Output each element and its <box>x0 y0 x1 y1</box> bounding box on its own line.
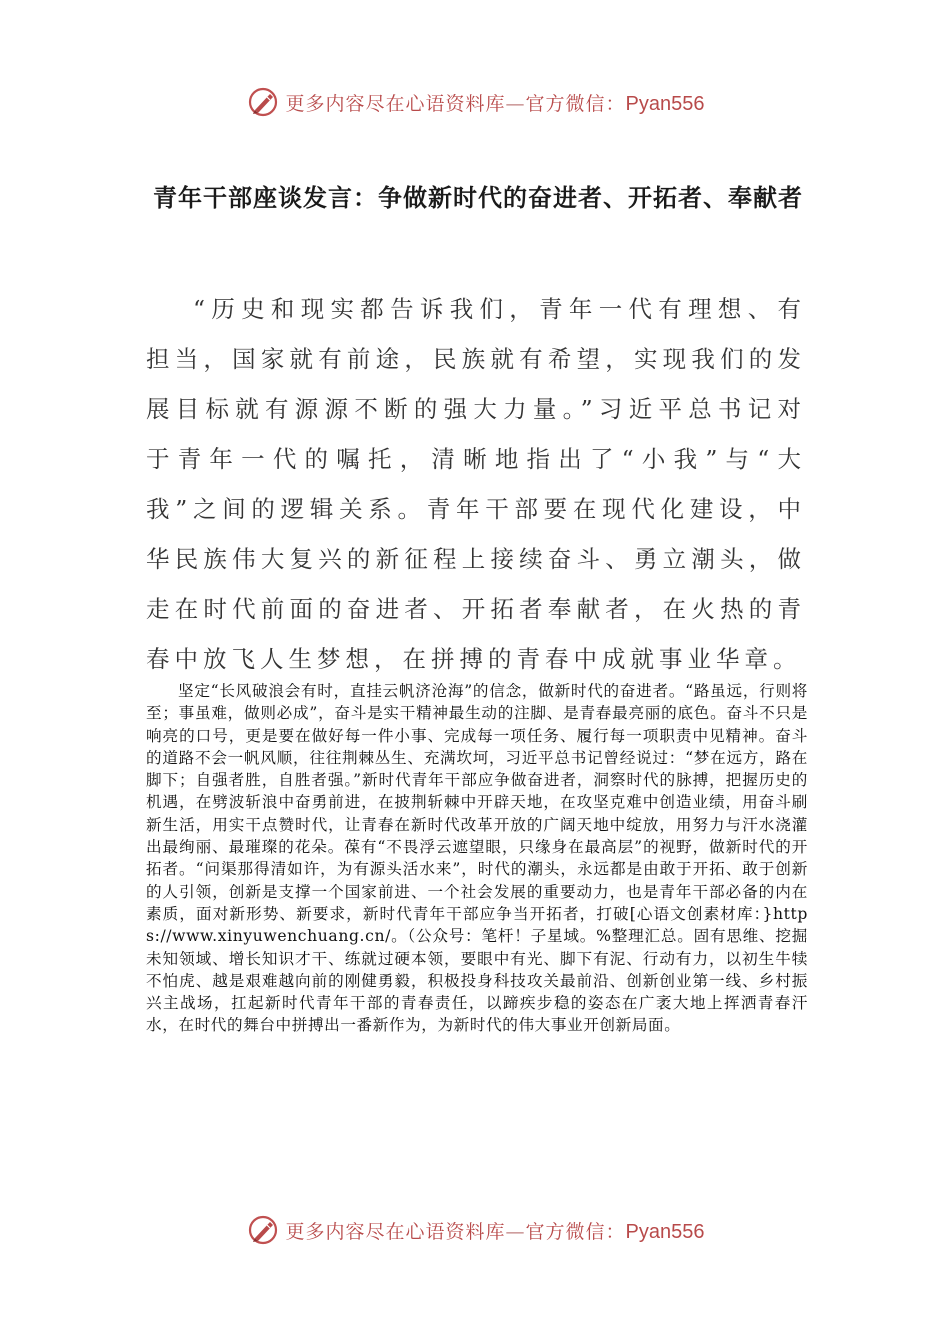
banner-dash: — <box>505 1220 526 1243</box>
footer-banner <box>0 1210 950 1250</box>
banner-text <box>286 89 705 116</box>
banner-official: 官方微信： <box>525 92 626 115</box>
banner-dash: — <box>505 92 526 115</box>
banner-text <box>286 1217 705 1244</box>
lead-paragraph: “历史和现实都告诉我们，青年一代有理想、有担当，国家就有前途，民族就有希望，实现我们的发展目标就有源源不断的强大力量。”习近平总书记对于青年一代的嘱托，清晰地指出了“小我”与“大我”之间的逻辑关系。青年干部要在现代化建设，中华民族伟大复兴的新征程上接续奋斗、勇立潮头，做走在时代前面的奋进者、开拓者奉献者，在火热的青春中放飞人生梦想，在拼搏的青春中成就事业华章。 <box>146 295 806 673</box>
banner-brand: 更多内容尽在心语资料库 <box>285 92 506 115</box>
pen-logo-icon <box>246 85 280 119</box>
body-paragraph: 坚定“长风破浪会有时，直挂云帆济沧海”的信念，做新时代的奋进者。“路虽远，行则将至；事虽难，做则必成”，奋斗是实干精神最生动的注脚、是青春最亮丽的底色。奋斗不只是响亮的口号，更是要在做好每一件小事、完成每一项任务、履行每一项职责中见精神。奋斗的道路不会一帆风顺，往往荆棘丛生、充满坎坷，习近平总书记曾经说过：“梦在远方，路在脚下；自强者胜，自胜者强。”新时代青年干部应争做奋进者，洞察时代的脉搏，把握历史的机遇，在劈波斩浪中奋勇前进，在披荆斩棘中开辟天地，在攻坚克难中创造业绩，用奋斗刷新生活，用实干点赞时代，让青春在新时代改革开放的广阔天地中绽放，用努力与汗水浇灌出最绚丽、最璀璨的花朵。葆有“不畏浮云遮望眼，只缘身在最高层”的视野，做新时代的开拓者。“问渠那得清如许，为有源头活水来”，时代的潮头，永远都是由敢于开拓、敢于创新的人引领，创新是支撑一个国家前进、一个社会发展的重要动力，也是青年干部必备的内在素质，面对新形势、新要求，新时代青年干部应争当开拓者，打破[心语文创素材库：}https://www.xinyuwenchuang.cn/。（公众号：笔杆！子星域。%整理汇总。固有思维、挖掘未知领域、增长知识才干、练就过硬本领，要眼中有光、脚下有泥、行动有力，以初生牛犊不怕虎、越是艰难越向前的刚健勇毅，积极投身科技攻关最前沿、创新创业第一线、乡村振兴主战场，扛起新时代青年干部的青春责任，以蹄疾步稳的姿态在广袤大地上挥洒青春汗水，在时代的舞台中拼搏出一番新作为，为新时代的伟大事业开创新局面。 <box>146 682 808 1035</box>
banner-official: 官方微信： <box>525 1220 626 1243</box>
pen-logo-icon <box>246 1213 280 1247</box>
header-banner <box>0 82 950 122</box>
banner-wechat-id: Pyan556 <box>625 1220 705 1243</box>
page-title: 青年干部座谈发言：争做新时代的奋进者、开拓者、奉献者 <box>153 184 803 212</box>
banner-wechat-id: Pyan556 <box>625 92 705 115</box>
banner-brand: 更多内容尽在心语资料库 <box>285 1220 506 1243</box>
